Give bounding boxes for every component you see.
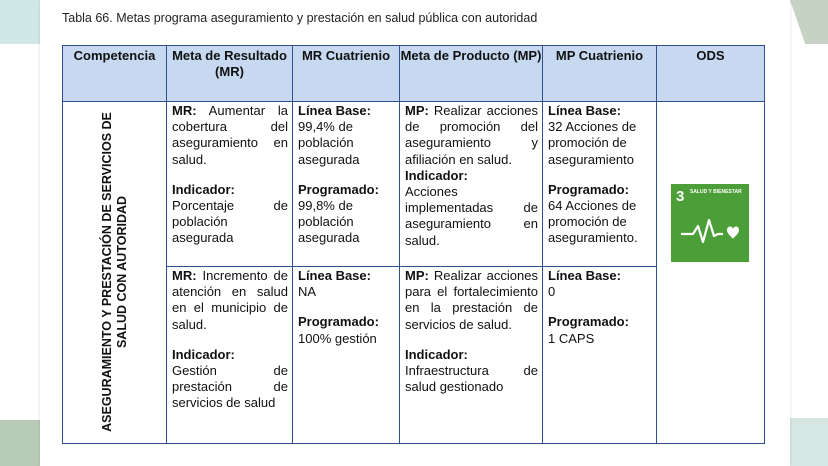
mp-indicador-text: Acciones implementadas de aseguramiento en salud. xyxy=(405,184,538,248)
mp-cuatrienio-cell xyxy=(543,102,657,267)
mp-indicador-text: Infraestructura de salud gestionado xyxy=(405,363,538,395)
mr-text: Incremento de atención en salud en el municipio de salud. xyxy=(172,268,288,332)
indicador-text: Porcentaje de población asegurada xyxy=(172,198,288,246)
indicador-text: Gestión de prestación de servicios de salud xyxy=(172,363,288,411)
programado-value: 100% gestión xyxy=(298,330,377,346)
mp-text: Realizar acciones de promoción del aseguramiento y afiliación en salud. xyxy=(405,103,538,167)
programado-value: 99,8% de población asegurada xyxy=(298,198,360,246)
mp-cuatrienio-cell xyxy=(543,267,657,444)
mpc-programado-label: Programado: xyxy=(548,314,629,330)
mp-label: MP: xyxy=(405,103,429,118)
linea-base-label: Línea Base: xyxy=(298,268,371,283)
mp-label: MP: xyxy=(405,268,429,283)
linea-base-label: Línea Base: xyxy=(298,103,371,118)
mr-cuatrienio-cell xyxy=(293,267,400,444)
table-header-row xyxy=(63,46,765,102)
document-page xyxy=(40,0,790,466)
heartbeat-icon xyxy=(671,184,749,262)
mpc-linea-base-value: 0 xyxy=(548,284,556,300)
header-mp-cuatrienio: MP Cuatrienio xyxy=(543,46,657,102)
background-shape-left xyxy=(0,0,40,44)
competencia-cell xyxy=(63,102,167,444)
mp-cell xyxy=(400,102,543,267)
linea-base-value: NA xyxy=(298,284,317,300)
header-meta-producto: Meta de Producto (MP) xyxy=(400,46,543,102)
indicador-label: Indicador: xyxy=(172,181,235,197)
mr-text: Aumentar la cobertura del aseguramiento en salud. xyxy=(172,103,288,167)
mr-label: MR: xyxy=(172,103,197,118)
ods-cell xyxy=(657,102,765,444)
mpc-linea-base-label: Línea Base: xyxy=(548,268,621,283)
mpc-programado-value: 1 CAPS xyxy=(548,330,595,346)
mpc-linea-base-value: 32 Acciones de promoción de aseguramiento xyxy=(548,119,637,167)
ods-badge xyxy=(671,184,749,262)
header-meta-resultado: Meta de Resultado (MR) xyxy=(167,46,293,102)
header-mr-cuatrienio: MR Cuatrienio xyxy=(293,46,400,102)
mr-cell xyxy=(167,267,293,444)
mpc-programado-label: Programado: xyxy=(548,181,629,197)
mr-cell xyxy=(167,102,293,267)
mr-cuatrienio-cell xyxy=(293,102,400,267)
header-competencia: Competencia xyxy=(63,46,167,102)
ods-title: SALUD Y BIENESTAR xyxy=(690,189,742,195)
ods-number: 3 xyxy=(676,188,685,205)
competencia-text: ASEGURAMIENTO Y PRESTACIÓN DE SERVICIOS DE SALUD CON AUTORIDAD xyxy=(99,112,129,432)
programado-label: Programado: xyxy=(298,181,379,197)
indicador-label: Indicador: xyxy=(172,346,235,362)
mp-cell xyxy=(400,267,543,444)
mp-indicador-label: Indicador: xyxy=(405,167,468,183)
linea-base-value: 99,4% de población asegurada xyxy=(298,119,360,167)
mr-label: MR: xyxy=(172,268,197,283)
mp-indicador-label: Indicador: xyxy=(405,346,468,362)
goals-table xyxy=(62,45,765,444)
programado-label: Programado: xyxy=(298,314,379,330)
mp-text: Realizar acciones para el fortalecimiento en la prestación de servicios de salud. xyxy=(405,268,538,332)
background-shape-right xyxy=(790,0,828,44)
table-row xyxy=(63,102,765,267)
mpc-programado-value: 64 Acciones de promoción de aseguramiento. xyxy=(548,198,638,246)
header-ods: ODS xyxy=(657,46,765,102)
table-caption: Tabla 66. Metas programa aseguramiento y prestación en salud pública con autoridad xyxy=(62,11,538,25)
mpc-linea-base-label: Línea Base: xyxy=(548,103,621,118)
